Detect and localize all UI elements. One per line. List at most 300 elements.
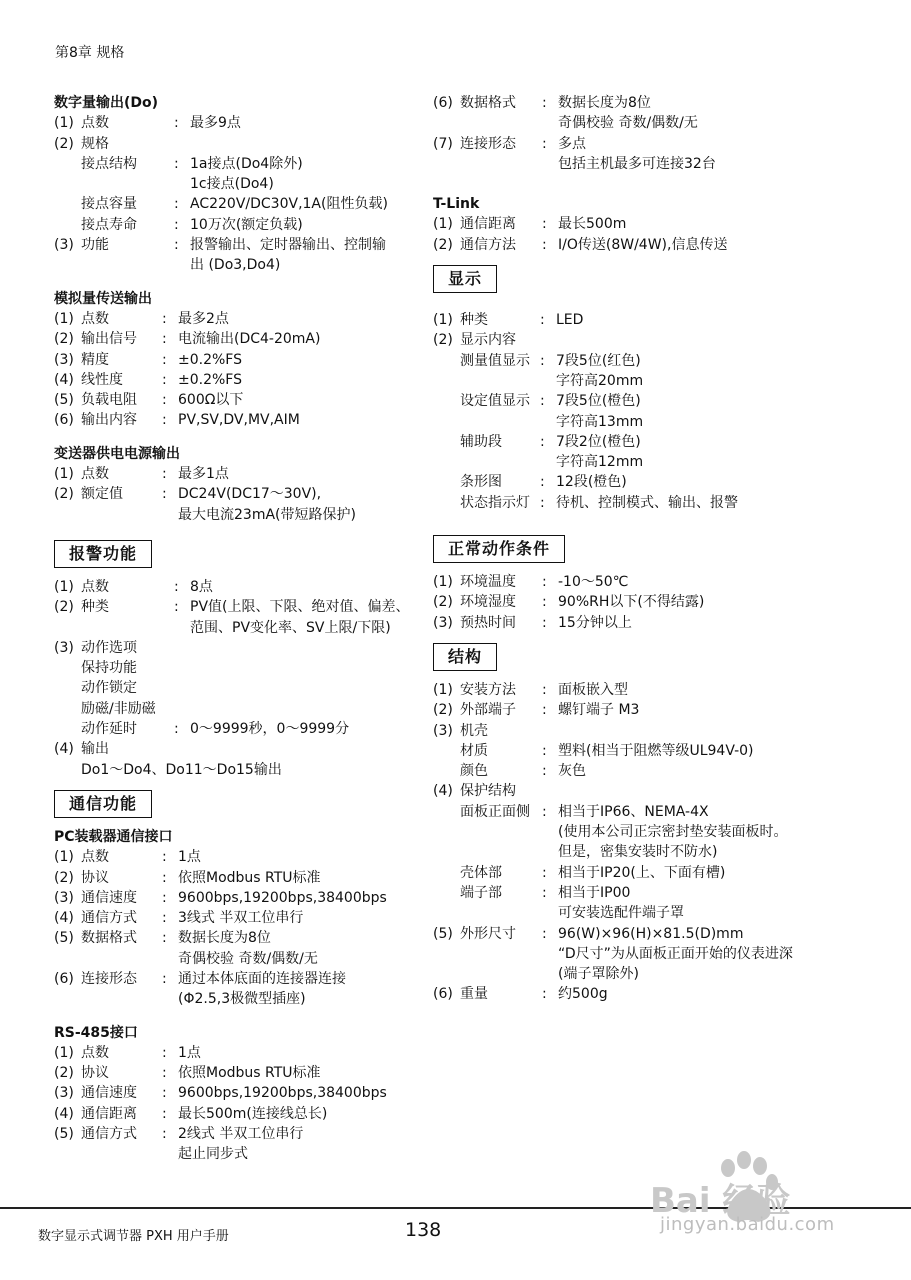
- display-list: [433, 310, 833, 513]
- spec-row: [54, 928, 416, 948]
- spec-row-colon: :: [540, 494, 545, 511]
- spec-row: [54, 329, 416, 349]
- spec-row-colon: :: [174, 115, 179, 132]
- spec-row-label: 数据格式: [81, 930, 137, 947]
- spec-row: [433, 883, 833, 903]
- spec-row-number: (2): [433, 332, 453, 349]
- spec-row: [54, 969, 416, 989]
- spec-row-colon: [174, 699, 190, 719]
- spec-row-colon: :: [162, 910, 167, 927]
- spec-row: [54, 1083, 416, 1103]
- normal-conditions-list: [433, 572, 833, 633]
- spec-row-colon: :: [542, 702, 547, 719]
- spec-row: [54, 255, 416, 275]
- spec-row: [54, 739, 416, 759]
- spec-row-colon: :: [542, 803, 547, 820]
- spec-row-number: (4): [54, 910, 74, 927]
- spec-row-label: 励磁/非励磁: [81, 700, 156, 717]
- spec-row-label: [81, 1144, 162, 1164]
- spec-row-colon: :: [162, 1044, 167, 1061]
- spec-row-colon: :: [542, 925, 547, 942]
- spec-row-number: (6): [54, 970, 74, 987]
- spec-row-label: 面板正面侧: [460, 803, 530, 820]
- spec-row: [54, 699, 416, 719]
- spec-row: [433, 984, 833, 1004]
- spec-row-number: [54, 949, 81, 969]
- spec-row-label: 精度: [81, 351, 109, 368]
- spec-row-value: 待机、控制模式、输出、报警: [556, 494, 738, 511]
- spec-row-colon: [162, 505, 178, 525]
- spec-row: [433, 924, 833, 944]
- spec-row-value: 最多1点: [178, 466, 229, 483]
- spec-row-value: 9600bps,19200bps,38400bps: [178, 1085, 387, 1102]
- spec-row-value: -10～50℃: [558, 574, 629, 591]
- spec-row: [54, 638, 416, 658]
- spec-row-value: ±0.2%FS: [178, 351, 242, 368]
- spec-row-number: [54, 194, 81, 214]
- spec-row-colon: :: [162, 1126, 167, 1143]
- spec-row: [54, 1063, 416, 1083]
- structure-section-title: 结构: [433, 643, 497, 671]
- spec-row-colon: [542, 822, 558, 842]
- spec-row-value: 最长500m: [558, 216, 627, 233]
- spec-row-colon: :: [162, 1085, 167, 1102]
- rs485-title: RS-485接口: [54, 1024, 138, 1041]
- spec-row-value: 8点: [190, 578, 213, 595]
- spec-row: [433, 680, 833, 700]
- spec-row: [54, 719, 416, 739]
- spec-row-value: 奇偶校验 奇数/偶数/无: [558, 115, 698, 132]
- spec-row-colon: :: [174, 721, 179, 738]
- spec-row-number: [433, 351, 460, 371]
- spec-row-colon: :: [542, 864, 547, 881]
- spec-row-value: 奇偶校验 奇数/偶数/无: [178, 950, 318, 967]
- spec-row-value: 15分钟以上: [558, 614, 632, 631]
- spec-row-label: 辅助段: [460, 433, 502, 450]
- spec-row-number: (1): [433, 216, 453, 233]
- spec-row-number: (6): [433, 95, 453, 111]
- spec-row-label: 状态指示灯: [460, 494, 530, 511]
- spec-row-colon: [542, 842, 558, 862]
- spec-row: [433, 154, 833, 174]
- spec-row-label: [460, 964, 542, 984]
- spec-row-colon: :: [542, 681, 547, 698]
- spec-row: [433, 741, 833, 761]
- spec-row-value: AC220V/DC30V,1A(阻性负载): [190, 196, 388, 213]
- digital-output-title: 数字量输出(Do): [54, 95, 159, 111]
- spec-row-label: 点数: [81, 466, 109, 483]
- spec-row-label: [81, 949, 162, 969]
- spec-row-colon: :: [162, 392, 167, 409]
- spec-row-label: [460, 452, 540, 472]
- spec-row: [433, 93, 833, 113]
- spec-row-label: [460, 822, 542, 842]
- spec-row-value: 96(W)×96(H)×81.5(D)mm: [558, 925, 744, 942]
- spec-row-value: 灰色: [558, 763, 586, 780]
- spec-row-colon: :: [174, 599, 179, 616]
- spec-row-colon: :: [174, 578, 179, 595]
- spec-row-label: 规格: [81, 135, 109, 152]
- spec-row: [54, 215, 416, 235]
- spec-row-number: [433, 154, 460, 174]
- spec-row-label: 壳体部: [460, 864, 502, 881]
- spec-row: [54, 350, 416, 370]
- spec-row: [433, 822, 833, 842]
- spec-row: [433, 391, 833, 411]
- spec-row-number: (3): [54, 1085, 74, 1102]
- spec-row-label: 显示内容: [460, 332, 516, 349]
- spec-row-number: (1): [54, 1044, 74, 1061]
- spec-row-number: (5): [433, 925, 453, 942]
- spec-row-label: 输出信号: [81, 331, 137, 348]
- spec-row-number: (2): [54, 331, 74, 348]
- spec-row-value: 数据长度为8位: [558, 95, 651, 111]
- spec-row-label: 额定值: [81, 486, 123, 503]
- spec-row-label: 连接形态: [460, 135, 516, 152]
- spec-row-value: 包括主机最多可连接32台: [558, 155, 716, 172]
- alarm-section-title: 报警功能: [54, 540, 152, 568]
- spec-row: [54, 949, 416, 969]
- spec-row-label: 材质: [460, 742, 488, 759]
- spec-row-number: (3): [54, 889, 74, 906]
- spec-row-number: (5): [54, 930, 74, 947]
- spec-row-label: 外形尺寸: [460, 925, 516, 942]
- spec-row-label: 通信距离: [460, 216, 516, 233]
- spec-row-value: 依照Modbus RTU标准: [178, 869, 321, 886]
- spec-row-number: (1): [433, 681, 453, 698]
- spec-row-number: [54, 699, 81, 719]
- spec-row-number: (6): [433, 986, 453, 1003]
- spec-row-label: 保持功能: [81, 660, 137, 677]
- spec-row-label: [460, 944, 542, 964]
- spec-row-colon: [540, 452, 556, 472]
- spec-row-value: 范围、PV变化率、SV上限/下限): [190, 619, 391, 636]
- spec-row-label: 通信速度: [81, 889, 137, 906]
- rs485-continued-list: [433, 93, 833, 174]
- spec-row: [54, 658, 416, 678]
- spec-row: [433, 592, 833, 612]
- spec-row-number: (1): [54, 466, 74, 483]
- spec-row-number: (2): [433, 236, 453, 253]
- spec-row: [433, 432, 833, 452]
- spec-row: [54, 505, 416, 525]
- spec-row-label: 设定值显示: [460, 393, 530, 410]
- spec-row-label: 种类: [460, 312, 488, 329]
- spec-row-value: 但是，密集安装时不防水): [558, 844, 718, 861]
- spec-row-value: 面板嵌入型: [558, 681, 628, 698]
- spec-row-value: 1c接点(Do4): [190, 176, 274, 193]
- spec-row-value: 1点: [178, 849, 201, 866]
- spec-row-label: 点数: [81, 578, 109, 595]
- spec-row-colon: [174, 638, 190, 658]
- spec-row-value: 字符高20mm: [556, 372, 644, 389]
- spec-row-label: 负载电阻: [81, 392, 137, 409]
- spec-row-label: [460, 371, 540, 391]
- spec-row-colon: :: [540, 474, 545, 491]
- spec-row-colon: :: [162, 849, 167, 866]
- spec-row-number: [433, 412, 460, 432]
- spec-row-value: 出 (Do3,Do4): [190, 257, 281, 274]
- spec-row-number: (2): [433, 594, 453, 611]
- spec-row-number: (1): [433, 574, 453, 591]
- spec-row-number: (4): [54, 1105, 74, 1122]
- spec-row-colon: [542, 944, 558, 964]
- spec-row-label: 种类: [81, 599, 109, 616]
- spec-row-value: 7段2位(橙色): [556, 433, 641, 450]
- spec-row-value: 字符高13mm: [556, 413, 644, 430]
- spec-row-colon: :: [162, 869, 167, 886]
- spec-row-label: 点数: [81, 310, 109, 327]
- spec-row-number: (2): [433, 702, 453, 719]
- spec-row-value: 相当于IP00: [558, 884, 631, 901]
- spec-row: [54, 390, 416, 410]
- spec-row-colon: [542, 721, 558, 741]
- right-column: [433, 93, 833, 1005]
- spec-row-label: 协议: [81, 1065, 109, 1082]
- spec-row-number: (2): [54, 135, 74, 152]
- spec-row-label: 通信方式: [81, 910, 137, 927]
- spec-row-value: 7段5位(红色): [556, 352, 641, 369]
- structure-list: [433, 680, 833, 1005]
- spec-row: [54, 410, 416, 430]
- spec-row-number: [433, 741, 460, 761]
- spec-row-value: 0～9999秒，0～9999分: [190, 721, 350, 738]
- spec-row-value: 字符高12mm: [556, 454, 644, 471]
- spec-row-value: PV值(上限、下限、绝对值、偏差、: [190, 599, 410, 616]
- spec-row-number: (7): [433, 135, 453, 152]
- spec-row: [54, 113, 416, 133]
- spec-row-number: [54, 989, 81, 1009]
- spec-row-value: 约500g: [558, 986, 608, 1003]
- spec-row: [433, 371, 833, 391]
- spec-row-value: 最多2点: [178, 310, 229, 327]
- spec-row: [54, 174, 416, 194]
- spec-row-number: [433, 113, 460, 133]
- spec-row: [54, 1043, 416, 1063]
- spec-row-label: [81, 505, 162, 525]
- spec-row-colon: [542, 964, 558, 984]
- spec-row-colon: [542, 781, 558, 801]
- spec-row-label: 数据格式: [460, 95, 516, 111]
- spec-row-label: [81, 989, 162, 1009]
- spec-row-number: (1): [433, 312, 453, 329]
- spec-row: [54, 370, 416, 390]
- spec-row-colon: :: [162, 930, 167, 947]
- spec-row: [433, 452, 833, 472]
- transmitter-power-list: [54, 464, 416, 525]
- spec-row-label: 端子部: [460, 884, 502, 901]
- spec-row-value: 9600bps,19200bps,38400bps: [178, 889, 387, 906]
- spec-row-value: 通过本体底面的连接器连接: [178, 970, 346, 987]
- spec-row-number: [54, 174, 81, 194]
- spec-row-value: 600Ω以下: [178, 392, 244, 409]
- spec-row: [433, 351, 833, 371]
- spec-row-colon: :: [542, 742, 547, 759]
- spec-row-label: 颜色: [460, 763, 488, 780]
- spec-row-value: 3线式 半双工位串行: [178, 910, 304, 927]
- spec-row-number: (3): [54, 351, 74, 368]
- spec-row-label: [81, 618, 174, 638]
- spec-row: [433, 903, 833, 923]
- spec-row-number: (4): [433, 783, 453, 800]
- spec-row-label: 输出: [81, 741, 109, 758]
- alarm-list: [54, 577, 416, 760]
- spec-row-label: 点数: [81, 849, 109, 866]
- spec-row-number: [433, 391, 460, 411]
- spec-row-colon: :: [174, 196, 179, 213]
- spec-row-number: (1): [54, 578, 74, 595]
- alarm-output-line: Do1～Do4、Do11～Do15输出: [81, 761, 282, 778]
- spec-row-colon: [542, 154, 558, 174]
- spec-row-colon: [174, 134, 190, 154]
- spec-row-number: [54, 505, 81, 525]
- analog-output-list: [54, 309, 416, 431]
- analog-output-title: 模拟量传送输出: [54, 290, 152, 307]
- spec-row-colon: [162, 1144, 178, 1164]
- spec-row-colon: [540, 371, 556, 391]
- spec-row-value: 10万次(额定负载): [190, 216, 303, 233]
- spec-row: [433, 134, 833, 154]
- spec-row-colon: [540, 412, 556, 432]
- spec-row-colon: :: [542, 135, 547, 152]
- spec-row-colon: :: [162, 889, 167, 906]
- spec-row-colon: [174, 174, 190, 194]
- spec-row-value: 依照Modbus RTU标准: [178, 1065, 321, 1082]
- watermark-url: jingyan.baidu.com: [660, 1214, 835, 1235]
- spec-row-number: [433, 822, 460, 842]
- spec-row-colon: :: [174, 216, 179, 233]
- spec-row-colon: :: [542, 574, 547, 591]
- spec-row-label: 动作选项: [81, 639, 137, 656]
- spec-row-colon: :: [162, 371, 167, 388]
- spec-row: [433, 330, 833, 350]
- spec-row: [433, 761, 833, 781]
- spec-row-colon: :: [540, 393, 545, 410]
- spec-row-colon: :: [542, 884, 547, 901]
- spec-row-number: [54, 255, 81, 275]
- spec-row-colon: :: [174, 237, 179, 254]
- spec-row-number: [433, 964, 460, 984]
- spec-row-label: 机壳: [460, 722, 488, 739]
- spec-row-number: (1): [54, 115, 74, 132]
- spec-row-number: [54, 658, 81, 678]
- spec-row: [433, 613, 833, 633]
- spec-row-colon: :: [540, 312, 545, 329]
- spec-row-number: (4): [54, 371, 74, 388]
- spec-row: [54, 134, 416, 154]
- spec-row-number: (3): [54, 237, 74, 254]
- spec-row-number: [433, 472, 460, 492]
- spec-row: [433, 842, 833, 862]
- spec-row: [433, 802, 833, 822]
- spec-row-number: [54, 618, 81, 638]
- spec-row-colon: :: [162, 331, 167, 348]
- spec-row-value: PV,SV,DV,MV,AIM: [178, 412, 300, 429]
- spec-row-label: 协议: [81, 869, 109, 886]
- spec-row: [54, 678, 416, 698]
- spec-row-number: [433, 371, 460, 391]
- spec-row-colon: :: [540, 352, 545, 369]
- spec-row-value: DC24V(DC17～30V),: [178, 486, 322, 503]
- spec-row-colon: [174, 658, 190, 678]
- spec-row: [54, 464, 416, 484]
- spec-row-label: [81, 255, 174, 275]
- rs485-list: [54, 1043, 416, 1165]
- spec-row-colon: [542, 903, 558, 923]
- spec-row: [433, 964, 833, 984]
- spec-row-colon: :: [162, 486, 167, 503]
- footer-title: 数字显示式调节器 PXH 用户手册: [38, 1229, 229, 1244]
- spec-row: [54, 868, 416, 888]
- spec-row-colon: :: [162, 351, 167, 368]
- spec-row-number: (4): [54, 741, 74, 758]
- spec-row-colon: [162, 989, 178, 1009]
- spec-row-label: 重量: [460, 986, 488, 1003]
- spec-row-label: [460, 412, 540, 432]
- spec-row-number: [433, 432, 460, 452]
- spec-row-colon: [174, 678, 190, 698]
- spec-row-number: [433, 883, 460, 903]
- spec-row-label: 通信方法: [460, 236, 516, 253]
- spec-row: [54, 154, 416, 174]
- spec-row-label: 接点寿命: [81, 216, 137, 233]
- spec-row-label: 动作延时: [81, 721, 137, 738]
- spec-row-label: 通信方式: [81, 1126, 137, 1143]
- spec-row-colon: [174, 255, 190, 275]
- spec-row-value: 7段5位(橙色): [556, 393, 641, 410]
- spec-row-value: I/O传送(8W/4W),信息传送: [558, 236, 728, 253]
- spec-row-value: 最大电流23mA(带短路保护): [178, 506, 356, 523]
- spec-row-colon: [174, 618, 190, 638]
- spec-row-label: 功能: [81, 237, 109, 254]
- pc-loader-title: PC装载器通信接口: [54, 828, 173, 845]
- spec-row: [433, 572, 833, 592]
- spec-row-number: (5): [54, 1126, 74, 1143]
- spec-row-number: [54, 1144, 81, 1164]
- spec-row-number: (3): [433, 614, 453, 631]
- spec-row-label: 点数: [81, 1044, 109, 1061]
- spec-row-value: 最长500m(连接线总长): [178, 1105, 328, 1122]
- normal-conditions-section-title: 正常动作条件: [433, 535, 565, 563]
- spec-row: [433, 493, 833, 513]
- spec-row: [54, 618, 416, 638]
- spec-row: [433, 781, 833, 801]
- watermark-brand-text: Bai 经验: [650, 1181, 791, 1221]
- spec-row-label: 接点容量: [81, 196, 137, 213]
- spec-row: [54, 908, 416, 928]
- spec-row-colon: :: [162, 1065, 167, 1082]
- spec-row-colon: :: [542, 236, 547, 253]
- spec-row-value: 12段(橙色): [556, 474, 627, 491]
- spec-row-value: (使用本公司正宗密封垫安装面板时。: [558, 824, 788, 841]
- spec-row-colon: [542, 113, 558, 133]
- spec-row-number: (5): [54, 392, 74, 409]
- spec-row-number: (3): [433, 722, 453, 739]
- spec-row-number: [54, 154, 81, 174]
- spec-row: [54, 888, 416, 908]
- spec-row-number: [433, 944, 460, 964]
- spec-row: [433, 721, 833, 741]
- spec-row: [54, 235, 416, 255]
- spec-row-label: 线性度: [81, 371, 123, 388]
- spec-row-value: 起止同步式: [178, 1146, 248, 1163]
- spec-row-label: 保护结构: [460, 783, 516, 800]
- spec-row-value: 相当于IP20(上、下面有槽): [558, 864, 726, 881]
- spec-row-colon: :: [542, 95, 547, 111]
- spec-row: [54, 989, 416, 1009]
- spec-row-value: LED: [556, 312, 584, 329]
- spec-row: [54, 194, 416, 214]
